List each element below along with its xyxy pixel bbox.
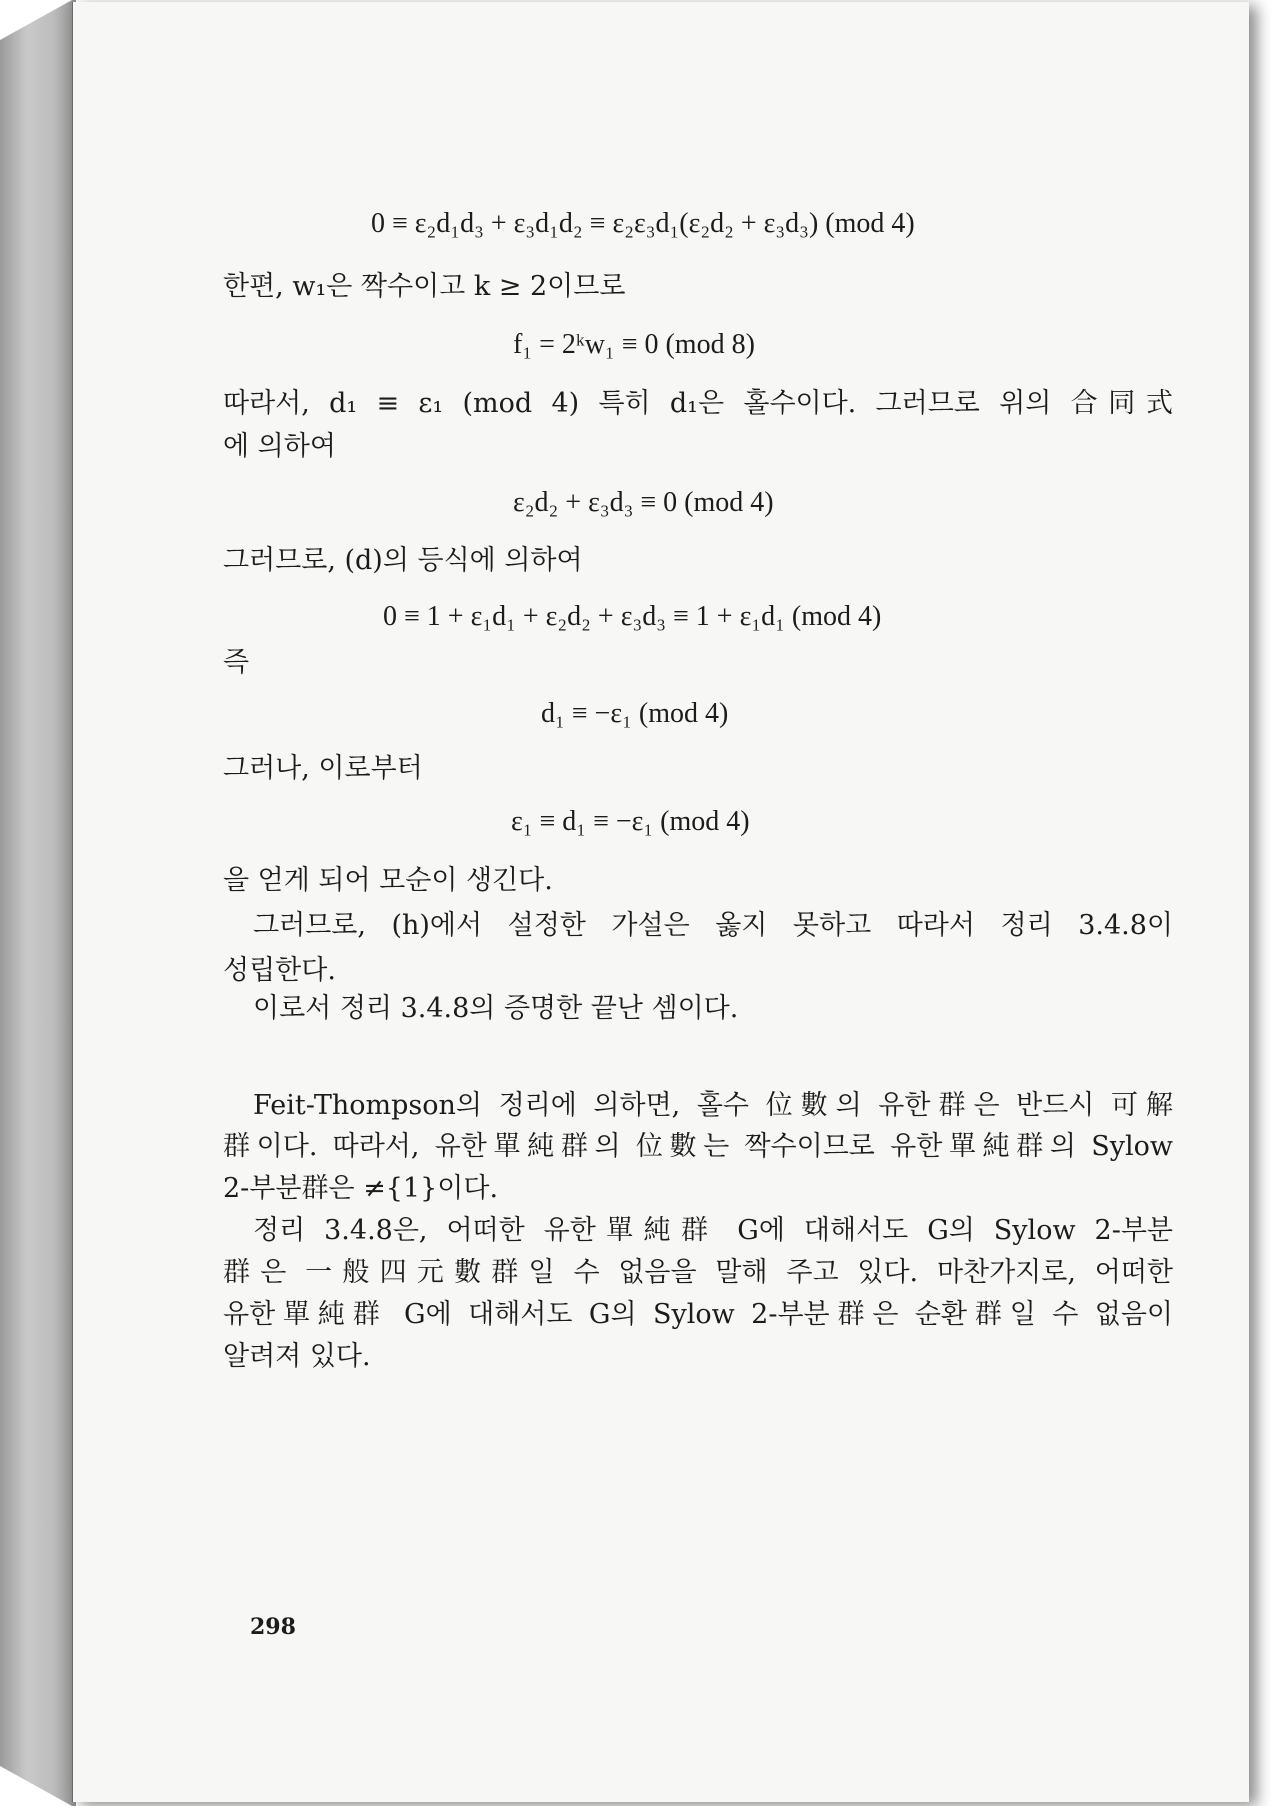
- text-line-8: 그러므로, (h)에서 설정한 가설은 옳지 못하고 따라서 정리 3.4.8이: [253, 910, 1173, 941]
- equation-4: 0 ≡ 1 + ε₁d₁ + ε₂d₂ + ε₃d₃ ≡ 1 + ε₁d₁ (mod 4): [383, 601, 882, 632]
- text-line-9: 성립한다.: [223, 955, 336, 986]
- text-line-1: 한편, w₁은 짝수이고 k ≥ 2이므로: [223, 271, 626, 302]
- equation-6: ε₁ ≡ d₁ ≡ −ε₁ (mod 4): [511, 806, 750, 837]
- text-line-7: 을 얻게 되어 모순이 생긴다.: [223, 865, 553, 896]
- text-line-6: 그러나, 이로부터: [223, 753, 423, 784]
- book-spine: [0, 0, 76, 1806]
- paragraph-line-6: 유한單純群 G에 대해서도 G의 Sylow 2-부분群은 순환群일 수 없음이: [223, 1299, 1173, 1330]
- text-line-3: 에 의하여: [223, 431, 336, 462]
- text-line-5: 즉: [223, 647, 250, 678]
- text-line-2: 따라서, d₁ ≡ ε₁ (mod 4) 특히 d₁은 홀수이다. 그러므로 위의 合同式: [223, 388, 1173, 419]
- paragraph-line-5: 群은 一般四元數群일 수 없음을 말해 주고 있다. 마찬가지로, 어떠한: [223, 1257, 1173, 1288]
- text-line-10: 이로서 정리 3.4.8의 증명한 끝난 셈이다.: [253, 993, 739, 1024]
- book-page: [72, 2, 1249, 1802]
- equation-5: d₁ ≡ −ε₁ (mod 4): [541, 698, 729, 729]
- paragraph-line-1: Feit-Thompson의 정리에 의하면, 홀수 位數의 유한群은 반드시 可解: [253, 1090, 1173, 1121]
- equation-2: f₁ = 2ᵏw₁ ≡ 0 (mod 8): [513, 329, 755, 360]
- equation-1: 0 ≡ ε₂d₁d₃ + ε₃d₁d₂ ≡ ε₂ε₃d₁(ε₂d₂ + ε₃d₃) (mod 4): [371, 208, 915, 239]
- text-line-4: 그러므로, (d)의 등식에 의하여: [223, 545, 583, 576]
- paragraph-line-7: 알려져 있다.: [223, 1341, 371, 1372]
- paragraph-line-3: 2-부분群은 ≠{1}이다.: [223, 1173, 499, 1204]
- paragraph-line-2: 群이다. 따라서, 유한單純群의 位數는 짝수이므로 유한單純群의 Sylow: [223, 1131, 1173, 1162]
- page-number: 298: [250, 1614, 296, 1640]
- equation-3: ε₂d₂ + ε₃d₃ ≡ 0 (mod 4): [513, 487, 774, 518]
- paragraph-line-4: 정리 3.4.8은, 어떠한 유한單純群 G에 대해서도 G의 Sylow 2-부분: [253, 1215, 1173, 1246]
